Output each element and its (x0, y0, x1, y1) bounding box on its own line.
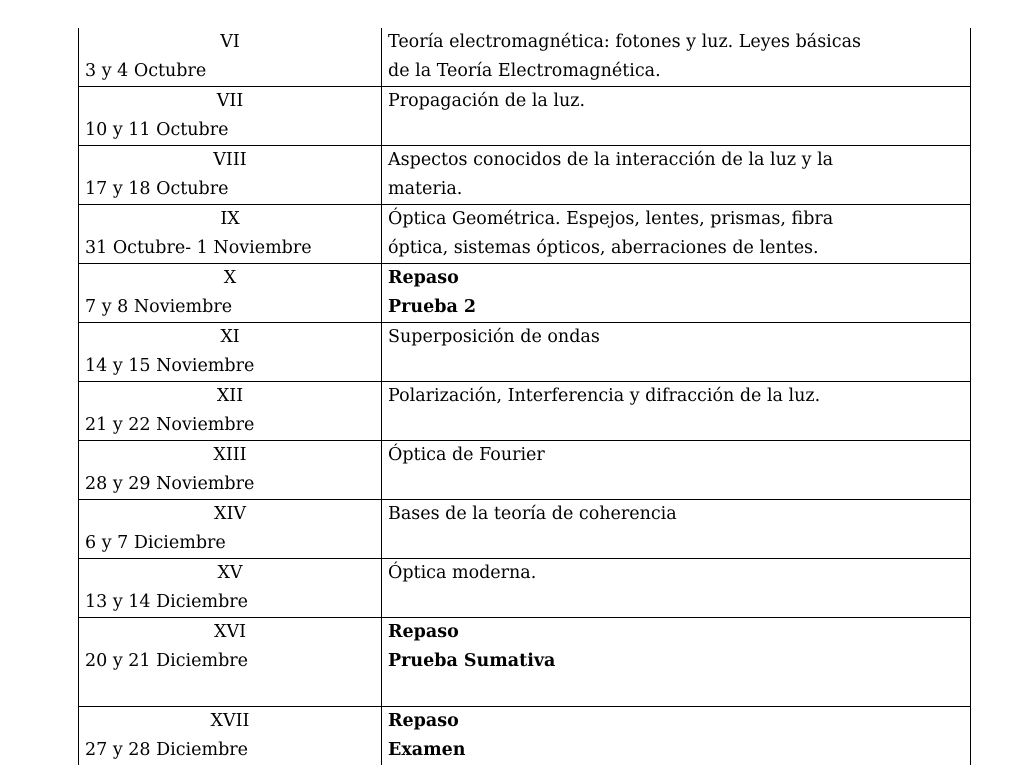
schedule-row (79, 323, 971, 382)
schedule-row (79, 264, 971, 323)
week-cell (79, 264, 382, 323)
topic-text: Óptica moderna. (388, 563, 537, 583)
schedule-row (79, 87, 971, 146)
topic-text: Prueba 2 (388, 297, 477, 317)
schedule-table-body (79, 28, 971, 765)
schedule-row (79, 28, 971, 87)
topic-text: Examen (388, 740, 466, 760)
week-dates: 28 y 29 Noviembre (85, 474, 255, 494)
schedule-row (79, 707, 971, 766)
topic-cell (382, 618, 971, 707)
schedule-table (78, 28, 971, 765)
week-dates: 13 y 14 Diciembre (85, 592, 249, 612)
topic-cell (382, 559, 971, 618)
week-dates: 21 y 22 Noviembre (85, 415, 255, 435)
week-number: XVI (213, 622, 246, 642)
week-number: XIV (213, 504, 246, 524)
week-cell (79, 707, 382, 766)
topic-text: de la Teoría Electromagnética. (388, 61, 661, 81)
week-cell (79, 87, 382, 146)
week-number: XVII (210, 711, 250, 731)
week-cell (79, 146, 382, 205)
topic-cell (382, 500, 971, 559)
week-number: IX (220, 209, 240, 229)
week-cell (79, 441, 382, 500)
topic-cell (382, 707, 971, 766)
topic-text: Repaso (388, 622, 459, 642)
topic-cell (382, 205, 971, 264)
schedule-row (79, 205, 971, 264)
topic-text: Óptica de Fourier (388, 445, 545, 465)
topic-text: Teoría electromagnética: fotones y luz. Leyes básicas (388, 32, 861, 52)
week-dates: 31 Octubre- 1 Noviembre (85, 238, 312, 258)
week-dates: 14 y 15 Noviembre (85, 356, 255, 376)
week-cell (79, 323, 382, 382)
topic-text: Superposición de ondas (388, 327, 600, 347)
topic-text: Aspectos conocidos de la interacción de la luz y la (388, 150, 834, 170)
topic-text: Prueba Sumativa (388, 651, 556, 671)
week-number: VII (216, 91, 244, 111)
topic-cell (382, 441, 971, 500)
week-number: XI (220, 327, 240, 347)
week-number: VI (220, 32, 240, 52)
week-dates: 17 y 18 Octubre (85, 179, 229, 199)
week-cell (79, 618, 382, 707)
topic-text: Bases de la teoría de coherencia (388, 504, 677, 524)
topic-cell (382, 323, 971, 382)
topic-text: Propagación de la luz. (388, 91, 586, 111)
schedule-row (79, 500, 971, 559)
topic-cell (382, 87, 971, 146)
schedule-row (79, 441, 971, 500)
week-number: XII (216, 386, 244, 406)
week-cell (79, 28, 382, 87)
topic-cell (382, 382, 971, 441)
topic-text: materia. (388, 179, 463, 199)
topic-text: Repaso (388, 268, 459, 288)
week-dates: 27 y 28 Diciembre (85, 740, 249, 760)
topic-cell (382, 146, 971, 205)
topic-cell (382, 28, 971, 87)
week-dates: 6 y 7 Diciembre (85, 533, 226, 553)
topic-text: Óptica Geométrica. Espejos, lentes, prismas, fibra (388, 209, 834, 229)
week-dates: 10 y 11 Octubre (85, 120, 229, 140)
topic-text: Polarización, Interferencia y difracción de la luz. (388, 386, 821, 406)
week-dates: 20 y 21 Diciembre (85, 651, 249, 671)
week-dates: 3 y 4 Octubre (85, 61, 207, 81)
topic-cell (382, 264, 971, 323)
schedule-row (79, 146, 971, 205)
schedule-row (79, 559, 971, 618)
week-cell (79, 205, 382, 264)
schedule-row (79, 382, 971, 441)
schedule-row (79, 618, 971, 707)
week-number: XIII (213, 445, 247, 465)
topic-text: óptica, sistemas ópticos, aberraciones de lentes. (388, 238, 819, 258)
week-cell (79, 382, 382, 441)
week-cell (79, 500, 382, 559)
week-number: XV (217, 563, 243, 583)
topic-text: Repaso (388, 711, 459, 731)
week-cell (79, 559, 382, 618)
week-dates: 7 y 8 Noviembre (85, 297, 233, 317)
week-number: X (223, 268, 237, 288)
week-number: VIII (213, 150, 247, 170)
